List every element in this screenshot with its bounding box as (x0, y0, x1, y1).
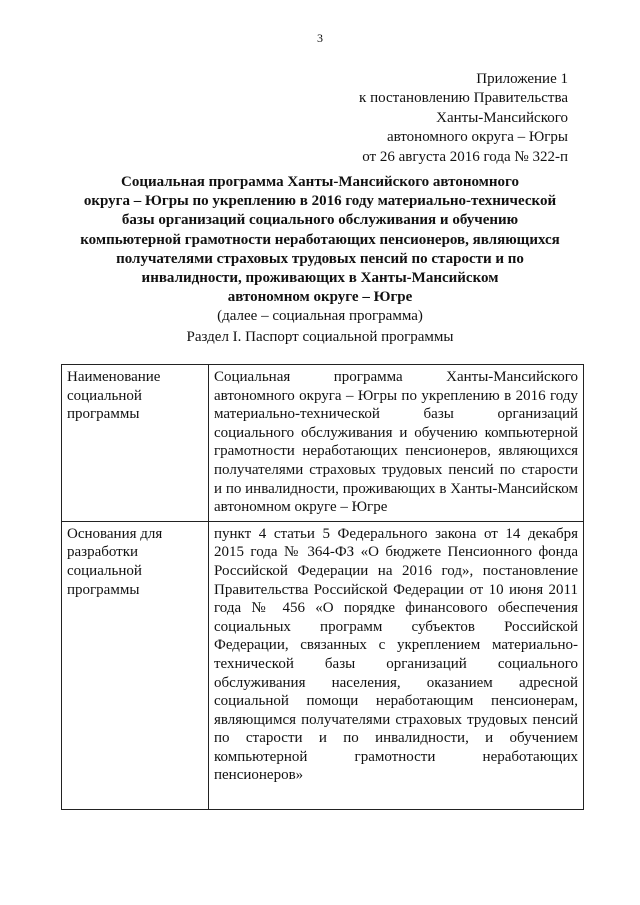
title-line: инвалидности, проживающих в Ханты-Мансийском (141, 270, 499, 287)
title-line: автономном округе – Югре (227, 289, 413, 306)
table-row (62, 521, 584, 809)
appendix-line: Ханты-Мансийского (436, 109, 568, 126)
appendix-block (359, 70, 568, 167)
title-line: получателями страховых трудовых пенсий по старости и по (116, 250, 524, 267)
title-line: Социальная программа Ханты-Мансийского автономного (121, 174, 519, 190)
row-value: пункт 4 статьи 5 Федерального закона от 14 декабря 2015 года № 364-ФЗ «О бюджете Пенсионного фонда Российской Федерации на 2016 год», постановление Правительства Российской Федерации от 10 июня 2011 года № 456 «О порядке финансового обеспечения социальных программ субъектов Российской Федерации, связанных с укреплением материально-технической базы организаций социального обслуживания населения, оказанием адресной социальной помощи неработающим пенсионерам, являющимся получателями страховых трудовых пенсий по старости и по инвалидности, и обучением компьютерной грамотности неработающих пенсионеров» (209, 521, 584, 809)
title-subtitle: (далее – социальная программа) (217, 308, 423, 325)
document-title (60, 173, 580, 327)
appendix-line: от 26 августа 2016 года № 322-п (362, 148, 568, 165)
row-label: Наименование социальной программы (62, 365, 209, 522)
appendix-line: Приложение 1 (476, 71, 568, 87)
row-value: Социальная программа Ханты-Мансийского автономного округа – Югры по укреплению в 2016 году материально-технической базы организаций социального обслуживания и обучению компьютерной грамотности неработающих пенсионеров, являющихся получателями страховых трудовых пенсий по старости и по инвалидности, проживающих в Ханты-Мансийском автономном округе – Югре (209, 365, 584, 522)
appendix-line: к постановлению Правительства (359, 90, 568, 107)
section-heading: Раздел I. Паспорт социальной программы (186, 329, 454, 345)
row-label: Основания для разработки социальной программы (62, 521, 209, 809)
table-row (62, 365, 584, 522)
passport-table (61, 364, 584, 810)
title-line: округа – Югры по укреплению в 2016 году материально-технической (83, 193, 557, 210)
appendix-line: автономного округа – Югры (386, 129, 568, 146)
title-line: базы организаций социального обслуживания и обучению (121, 212, 519, 229)
page-number: 3 (317, 31, 323, 45)
title-line: компьютерной грамотности неработающих пенсионеров, являющихся (80, 231, 560, 248)
